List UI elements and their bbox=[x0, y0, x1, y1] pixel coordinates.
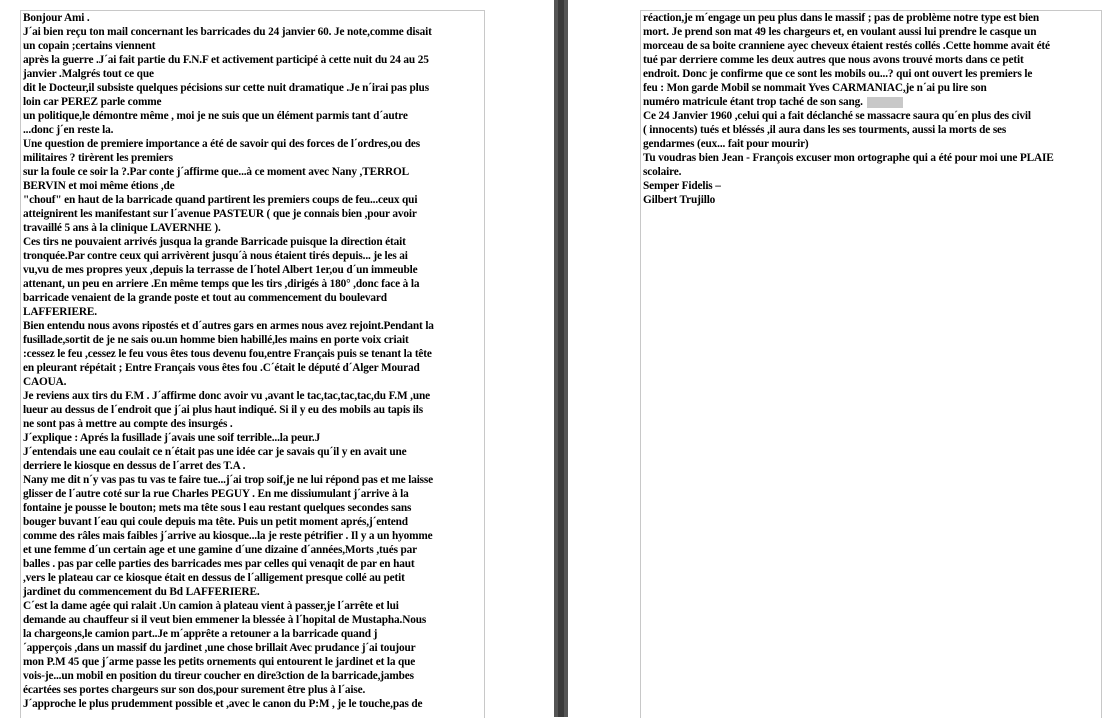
text-line[interactable]: Nany me dit n´y vas pas tu vas te faire tue...j´ai trop soif,je ne lui répond pas et me laisse bbox=[23, 474, 434, 486]
text-line[interactable]: tronquée.Par contre ceux qui arrivèrent jusqu´à nous étaient tirés depuis... je les ai bbox=[23, 250, 408, 262]
text-line[interactable]: C´est la dame agée qui ralait .Un camion à plateau vient à passer,je l´arrête et lui bbox=[23, 600, 399, 612]
text-line[interactable]: gendarmes (eux... fait pour mourir) bbox=[643, 138, 809, 150]
text-line[interactable]: J´entendais une eau coulait ce n´était pas une idée car je savais qu´il y en avait une bbox=[23, 446, 407, 458]
text-line[interactable]: un copain ;certains viennent bbox=[23, 40, 156, 52]
text-line[interactable]: atteignirent les manifestant sur l´avenue PASTEUR ( que je connais bien ,pour avoir bbox=[23, 208, 417, 220]
text-line[interactable]: "chouf" en haut de la barricade quand partirent les premiers coups de feu...ceux qui bbox=[23, 194, 418, 206]
text-line[interactable]: ( innocents) tués et bléssés ,il aura dans les ses tourments, aussi la morts de ses bbox=[643, 124, 1007, 136]
text-line[interactable]: jardinet du commencement du Bd LAFFERIERE. bbox=[23, 586, 260, 598]
text-line[interactable]: en pleurant répétait ; Entre Français vous êtes fou .C´était le député d´Alger Mourad bbox=[23, 362, 420, 374]
text-line[interactable]: vu,vu de mes propres yeux ,depuis la terrasse de l´hotel Albert 1er,ou d´un immeuble bbox=[23, 264, 418, 276]
text-line[interactable]: Bonjour Ami . bbox=[23, 12, 90, 24]
text-line[interactable]: Ce 24 Janvier 1960 ,celui qui a fait déclanché se massacre saura qu´en plus des civil bbox=[643, 110, 1031, 122]
text-line[interactable]: après la guerre .J´ai fait partie du F.N.F et activement participé à cette nuit du 24 au 25 bbox=[23, 54, 429, 66]
text-line[interactable]: derriere le kiosque en dessus de l´arret des T.A . bbox=[23, 460, 246, 472]
text-line[interactable]: Bien entendu nous avons ripostés et d´autres gars en armes nous avez rejoint.Pendant la bbox=[23, 320, 434, 332]
text-line[interactable]: Semper Fidelis – bbox=[643, 180, 721, 192]
text-line[interactable]: un politique,le démontre même , moi je ne suis que un élément parmis tant d´autre bbox=[23, 110, 408, 122]
text-line[interactable]: sur la foule ce soir la ?.Par conte j´affirme que...à ce moment avec Nany ,TERROL bbox=[23, 166, 409, 178]
text-line[interactable]: feu : Mon garde Mobil se nommait Yves CARMANIAC,je n´ai pu lire son bbox=[643, 82, 987, 94]
text-line[interactable]: loin car PEREZ parle comme bbox=[23, 96, 162, 108]
document-page-left[interactable] bbox=[20, 10, 485, 718]
document-page-right[interactable] bbox=[640, 10, 1102, 718]
text-line[interactable]: ,vers le plateau car ce kiosque était en dessus de l´alligement presque collé au petit bbox=[23, 572, 405, 584]
text-line[interactable]: Ces tirs ne pouvaient arrivés jusqua la grande Barricade puisque la direction était bbox=[23, 236, 406, 248]
text-line[interactable]: J´ai bien reçu ton mail concernant les barricades du 24 janvier 60. Je note,comme disait bbox=[23, 26, 432, 38]
text-line[interactable]: réaction,je m´engage un peu plus dans le massif ; pas de problème notre type est bien bbox=[643, 12, 1040, 24]
text-line[interactable]: CAOUA. bbox=[23, 376, 67, 388]
text-line[interactable]: vois-je...un mobil en position du tireur coucher en dire3ction de la barricade,jambes bbox=[23, 670, 414, 682]
text-line[interactable]: Tu voudras bien Jean - François excuser mon ortographe qui a été pour moi une PLAIE bbox=[643, 152, 1054, 164]
text-line[interactable]: morceau de sa boite cranniene ayec cheveux étaient restés collés .Cette homme avait été bbox=[643, 40, 1050, 52]
text-line[interactable]: mort. Je prend son mat 49 les chargeurs et, en voulant aussi lui prendre le casque un bbox=[643, 26, 1037, 38]
text-line[interactable]: ne sont pas à mettre au compte des insurgés . bbox=[23, 418, 233, 430]
text-line[interactable]: :cessez le feu ,cessez le feu vous êtes tous devenu fou,entre Français puis se tenant la tête bbox=[23, 348, 432, 360]
text-line[interactable]: Je reviens aux tirs du F.M . J´affirme donc avoir vu ,avant le tac,tac,tac,tac,du F.M ,une bbox=[23, 390, 430, 402]
text-line[interactable]: Gilbert Trujillo bbox=[643, 194, 716, 206]
text-line[interactable]: scolaire. bbox=[643, 166, 682, 178]
text-line[interactable]: ´apperçois ,dans un massif du jardinet ,une chose brillait Avec prudance j´ai toujour bbox=[23, 642, 416, 654]
text-line[interactable]: militaires ? tirèrent les premiers bbox=[23, 152, 173, 164]
page-gutter-shadow bbox=[558, 0, 564, 717]
text-line[interactable]: tué par derriere comme les deux autres que nous avons trouvé morts dans ce petit bbox=[643, 54, 1024, 66]
text-line[interactable]: BERVIN et moi même étions ,de bbox=[23, 180, 175, 192]
text-line[interactable]: et une femme d´un certain age et une gamine d´une dizaine d´années,Morts ,tués par bbox=[23, 544, 418, 556]
text-line[interactable]: demande au chauffeur si il veut bien emmener la blessée à l´hopital de Mustapha.Nous bbox=[23, 614, 427, 626]
text-line[interactable]: Une question de premiere importance a été de savoir qui des forces de l´ordres,ou des bbox=[23, 138, 420, 150]
text-line[interactable]: mon P.M 45 que j´arme passe les petits ornements qui entourent le jardinet et la que bbox=[23, 656, 416, 668]
text-line[interactable]: ...donc j´en reste la. bbox=[23, 124, 114, 136]
text-line[interactable]: bouger buvant l´eau qui coule depuis ma tête. Puis un petit moment aprés,j´entend bbox=[23, 516, 408, 528]
text-line[interactable]: dit le Docteur,il subsiste quelques pécisions sur cette nuit dramatique .Je n´irai pas plus bbox=[23, 82, 429, 94]
text-line[interactable]: barricade venaient de la grande poste et tout au commencement du boulevard bbox=[23, 292, 387, 304]
selection-highlight bbox=[867, 97, 903, 108]
text-line[interactable]: J´explique : Aprés la fusillade j´avais une soif terrible...la peur.J bbox=[23, 432, 321, 444]
text-line[interactable]: attenant, un peu en arriere .En même temps que les tirs ,dirigés à 180° ,donc face à la bbox=[23, 278, 420, 290]
text-line[interactable]: comme des râles mais faibles j´arrive au kiosque...la je reste pétrifier . Il y a un hyomme bbox=[23, 530, 433, 542]
text-line[interactable]: LAFFERIERE. bbox=[23, 306, 97, 318]
text-line[interactable]: fontaine je pousse le bouton; mets ma tête sous l eau restant quelques secondes sans bbox=[23, 502, 412, 514]
text-line[interactable]: écartées ses portes chargeurs sur son dos,pour surement être plus à l´aise. bbox=[23, 684, 366, 696]
text-line[interactable]: travaillé 5 ans à la clinique LAVERNHE ). bbox=[23, 222, 221, 234]
text-line[interactable]: fusillade,sortit de je ne sais ou.un homme bien habillé,les mains en porte voix criait bbox=[23, 334, 409, 346]
text-line[interactable]: janvier .Malgrés tout ce que bbox=[23, 68, 154, 80]
text-line[interactable]: lueur au dessus de l´endroit que j´ai plus haut indiqué. Si il y eu des mobils au tapis ils bbox=[23, 404, 423, 416]
text-line[interactable]: balles . pas par celle parties des barricades mes par celles qui venaqit de par en haut bbox=[23, 558, 415, 570]
text-line[interactable]: la chargeons,le camion part..Je m´apprête a retouner a la barricade quand j bbox=[23, 628, 378, 640]
text-line[interactable]: numéro matricule étant trop taché de son sang. bbox=[643, 95, 1101, 109]
text-line[interactable]: J´approche le plus prudemment possible et ,avec le canon du P:M , je le touche,pas de bbox=[23, 698, 423, 710]
text-line[interactable]: endroit. Donc je confirme que ce sont les mobils ou...? qui ont ouvert les premiers le bbox=[643, 68, 1033, 80]
text-line[interactable]: glisser de l´autre coté sur la rue Charles PEGUY . En me dissiumulant j´arrive à la bbox=[23, 488, 409, 500]
